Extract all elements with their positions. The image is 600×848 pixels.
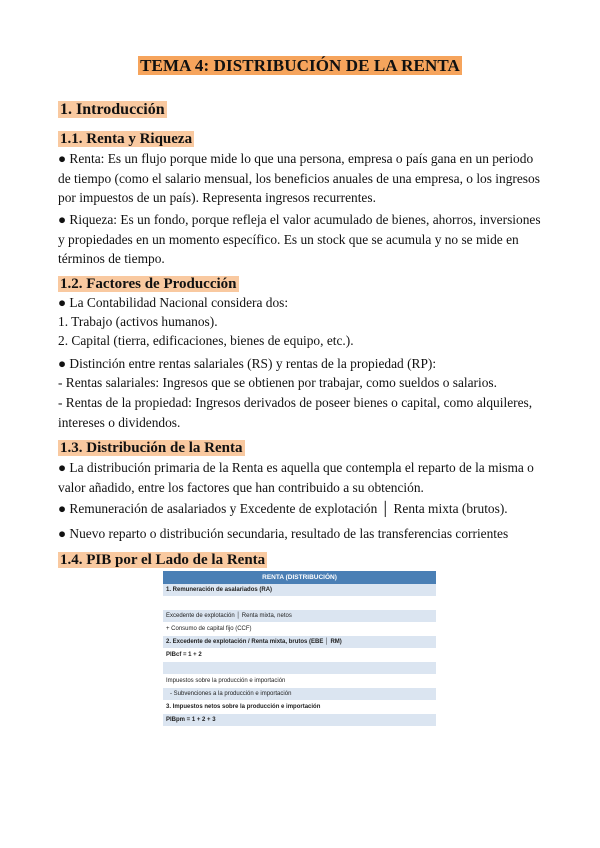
text-line: - Rentas salariales: Ingresos que se obtienen por trabajar, como sueldos o salarios. [58,375,497,390]
table-row [163,597,436,610]
section-heading-distribucion: 1.3. Distribución de la Renta [60,440,243,456]
section-heading-introduccion: 1. Introducción [60,101,165,118]
text-line: ● Remuneración de asalariados y Excedente de explotación │ Renta mixta (brutos). [58,501,508,516]
table-row [163,662,436,675]
section-heading-pib: 1.4. PIB por el Lado de la Renta [60,552,266,568]
paragraph-rentas-propiedad: - Rentas de la propiedad: Ingresos derivados de poseer bienes o capital, como alquileres, intereses o dividendos. [58,395,533,430]
table-row: 3. Impuestos netos sobre la producción e importación [163,701,436,714]
section-heading-factores: 1.2. Factores de Producción [60,276,237,292]
section-heading-renta-riqueza: 1.1. Renta y Riqueza [60,131,193,147]
text-line: 1. Trabajo (activos humanos). [58,314,218,329]
table-row: + Consumo de capital fijo (CCF) [163,623,436,636]
table-row: - Subvenciones a la producción e importación [163,688,436,701]
text-line: ● La Contabilidad Nacional considera dos: [58,295,289,310]
table-row: Excedente de explotación │ Renta mixta, netos [163,610,436,623]
paragraph-distribucion-primaria: ● La distribución primaria de la Renta es aquella que contempla el reparto de la misma o valor añadido, entre los factores que han contribuido a su obtención. [58,460,534,495]
paragraph-riqueza: ● Riqueza: Es un fondo, porque refleja el valor acumulado de bienes, ahorros, inversiones y propiedades en un momento específico. Es un stock que se acumula y no se mide en términos de tiempo. [58,212,541,266]
table-row: 2. Excedente de explotación / Renta mixta, brutos (EBE │ RM) [163,636,436,649]
table-row: PIBpm = 1 + 2 + 3 [163,714,436,727]
page-title: TEMA 4: DISTRIBUCIÓN DE LA RENTA [140,56,460,75]
paragraph-renta: ● Renta: Es un flujo porque mide lo que una persona, empresa o país gana en un periodo de tiempo (como el salario mensual, los beneficios anuales de una empresa, o los ingresos por impuestos de un país). Representa ingresos recurrentes. [58,151,540,205]
text-line: ● Nuevo reparto o distribución secundaria, resultado de las transferencias corrientes [58,526,509,541]
table-row: Impuestos sobre la producción e importación [163,675,436,688]
renta-table [163,571,436,727]
table-row: 1. Remuneración de asalariados (RA) [163,584,436,597]
table-row: PIBcf = 1 + 2 [163,649,436,662]
table-header: RENTA (DISTRIBUCIÓN) [163,571,436,584]
text-line: 2. Capital (tierra, edificaciones, bienes de equipo, etc.). [58,333,354,348]
text-line: ● Distinción entre rentas salariales (RS) y rentas de la propiedad (RP): [58,356,437,371]
